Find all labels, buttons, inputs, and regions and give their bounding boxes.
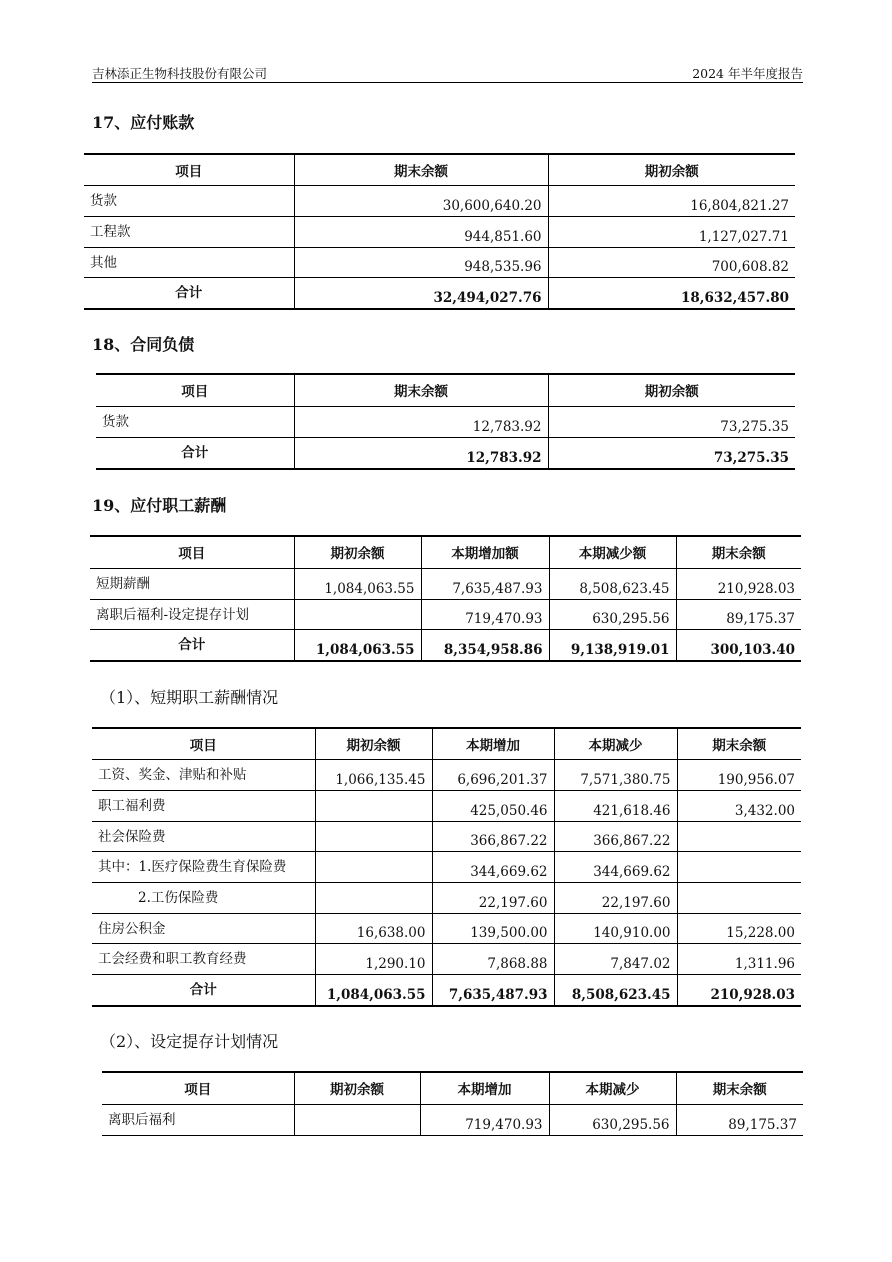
total-value: 210,928.03 xyxy=(677,974,801,1006)
cell-value: 30,600,640.20 xyxy=(294,185,548,216)
cell-value: 1,311.96 xyxy=(677,943,801,974)
cell-value: 944,851.60 xyxy=(294,216,548,247)
col-header: 项目 xyxy=(92,728,315,759)
cell-value xyxy=(315,821,432,851)
col-header: 期末余额 xyxy=(676,536,801,568)
cell-value: 7,635,487.93 xyxy=(421,568,549,599)
table-row xyxy=(84,185,795,216)
cell-value: 719,470.93 xyxy=(421,599,549,629)
cell-value: 630,295.56 xyxy=(549,1104,676,1135)
report-name: 2024 年半年度报告 xyxy=(692,66,803,81)
col-header: 期初余额 xyxy=(294,536,421,568)
cell-value xyxy=(294,1104,420,1135)
cell-value xyxy=(677,882,801,913)
total-value: 9,138,919.01 xyxy=(549,629,676,661)
cell-value xyxy=(315,790,432,821)
total-row xyxy=(90,629,801,661)
table-row xyxy=(84,216,795,247)
cell-value xyxy=(315,882,432,913)
total-row xyxy=(92,974,801,1006)
col-header: 本期增加 xyxy=(420,1072,549,1104)
company-name: 吉林添正生物科技股份有限公司 xyxy=(92,66,268,81)
cell-value: 73,275.35 xyxy=(548,406,795,437)
cell-value: 1,290.10 xyxy=(315,943,432,974)
cell-value: 7,868.88 xyxy=(432,943,554,974)
col-header: 本期增加 xyxy=(432,728,554,759)
col-header: 期末余额 xyxy=(294,374,548,406)
col-header: 期末余额 xyxy=(677,728,801,759)
table-row xyxy=(92,913,801,943)
table-row xyxy=(92,790,801,821)
col-header: 项目 xyxy=(102,1072,294,1104)
cell-value: 7,571,380.75 xyxy=(554,759,677,790)
cell-value: 700,608.82 xyxy=(548,247,795,277)
col-header: 期末余额 xyxy=(676,1072,803,1104)
short-term-pay-title: （1）、短期职工薪酬情况 xyxy=(100,688,279,707)
row-label: 货款 xyxy=(96,406,294,437)
row-label: 工会经费和职工教育经费 xyxy=(92,943,315,974)
cell-value: 425,050.46 xyxy=(432,790,554,821)
cell-value: 344,669.62 xyxy=(554,851,677,882)
cell-value: 22,197.60 xyxy=(432,882,554,913)
table-row xyxy=(96,406,795,437)
total-value: 32,494,027.76 xyxy=(294,277,548,309)
table-row xyxy=(84,247,795,277)
total-label: 合计 xyxy=(92,974,315,1006)
cell-value: 22,197.60 xyxy=(554,882,677,913)
total-value: 8,508,623.45 xyxy=(554,974,677,1006)
row-label: 离职后福利-设定提存计划 xyxy=(90,599,294,629)
employee-payable-table xyxy=(90,535,801,662)
total-row xyxy=(84,277,795,309)
defined-contribution-table xyxy=(102,1071,803,1136)
col-header: 项目 xyxy=(84,154,294,185)
col-header: 期初余额 xyxy=(548,154,795,185)
row-label: 社会保险费 xyxy=(92,821,315,851)
total-value: 8,354,958.86 xyxy=(421,629,549,661)
table-row xyxy=(92,943,801,974)
accounts-payable-table xyxy=(84,153,795,310)
cell-value: 344,669.62 xyxy=(432,851,554,882)
total-value: 300,103.40 xyxy=(676,629,801,661)
table-row xyxy=(92,821,801,851)
table-row xyxy=(90,568,801,599)
cell-value: 1,066,135.45 xyxy=(315,759,432,790)
total-value: 1,084,063.55 xyxy=(294,629,421,661)
col-header: 期初余额 xyxy=(548,374,795,406)
col-header: 期初余额 xyxy=(315,728,432,759)
total-label: 合计 xyxy=(84,277,294,309)
table-row xyxy=(92,759,801,790)
table-row xyxy=(92,882,801,913)
cell-value: 6,696,201.37 xyxy=(432,759,554,790)
cell-value: 3,432.00 xyxy=(677,790,801,821)
col-header: 本期减少 xyxy=(554,728,677,759)
cell-value: 15,228.00 xyxy=(677,913,801,943)
row-label: 离职后福利 xyxy=(102,1104,294,1135)
defined-contribution-title: （2）、设定提存计划情况 xyxy=(100,1032,279,1051)
cell-value xyxy=(315,851,432,882)
row-label: 工资、奖金、津贴和补贴 xyxy=(92,759,315,790)
cell-value: 1,127,027.71 xyxy=(548,216,795,247)
cell-value xyxy=(677,851,801,882)
cell-value: 140,910.00 xyxy=(554,913,677,943)
contract-liabilities-table xyxy=(96,373,795,470)
table-row xyxy=(92,851,801,882)
col-header: 项目 xyxy=(96,374,294,406)
row-label: 住房公积金 xyxy=(92,913,315,943)
cell-value: 16,638.00 xyxy=(315,913,432,943)
col-header: 期初余额 xyxy=(294,1072,420,1104)
cell-value: 948,535.96 xyxy=(294,247,548,277)
col-header: 期末余额 xyxy=(294,154,548,185)
col-header: 项目 xyxy=(90,536,294,568)
cell-value: 1,084,063.55 xyxy=(294,568,421,599)
cell-value: 210,928.03 xyxy=(676,568,801,599)
cell-value: 366,867.22 xyxy=(554,821,677,851)
table-row xyxy=(90,599,801,629)
row-label: 职工福利费 xyxy=(92,790,315,821)
cell-value: 8,508,623.45 xyxy=(549,568,676,599)
cell-value: 421,618.46 xyxy=(554,790,677,821)
page-header xyxy=(92,64,803,83)
cell-value: 89,175.37 xyxy=(676,599,801,629)
col-header: 本期增加额 xyxy=(421,536,549,568)
cell-value xyxy=(294,599,421,629)
total-row xyxy=(96,437,795,469)
cell-value: 719,470.93 xyxy=(420,1104,549,1135)
row-label: 其中：1.医疗保险费生育保险费 xyxy=(92,851,315,882)
short-term-pay-table xyxy=(92,727,801,1007)
total-value: 1,084,063.55 xyxy=(315,974,432,1006)
total-label: 合计 xyxy=(90,629,294,661)
cell-value: 190,956.07 xyxy=(677,759,801,790)
cell-value: 16,804,821.27 xyxy=(548,185,795,216)
cell-value: 630,295.56 xyxy=(549,599,676,629)
row-label: 短期薪酬 xyxy=(90,568,294,599)
section-19-title: 19、应付职工薪酬 xyxy=(92,496,227,515)
total-label: 合计 xyxy=(96,437,294,469)
total-value: 7,635,487.93 xyxy=(432,974,554,1006)
col-header: 本期减少 xyxy=(549,1072,676,1104)
table-row xyxy=(102,1104,803,1135)
row-label: 2.工伤保险费 xyxy=(92,882,315,913)
row-label: 工程款 xyxy=(84,216,294,247)
row-label: 其他 xyxy=(84,247,294,277)
total-value: 18,632,457.80 xyxy=(548,277,795,309)
row-label: 货款 xyxy=(84,185,294,216)
cell-value: 366,867.22 xyxy=(432,821,554,851)
cell-value: 7,847.02 xyxy=(554,943,677,974)
cell-value: 139,500.00 xyxy=(432,913,554,943)
cell-value: 12,783.92 xyxy=(294,406,548,437)
total-value: 12,783.92 xyxy=(294,437,548,469)
col-header: 本期减少额 xyxy=(549,536,676,568)
section-17-title: 17、应付账款 xyxy=(92,113,195,132)
cell-value: 89,175.37 xyxy=(676,1104,803,1135)
section-18-title: 18、合同负债 xyxy=(92,335,195,354)
cell-value xyxy=(677,821,801,851)
total-value: 73,275.35 xyxy=(548,437,795,469)
